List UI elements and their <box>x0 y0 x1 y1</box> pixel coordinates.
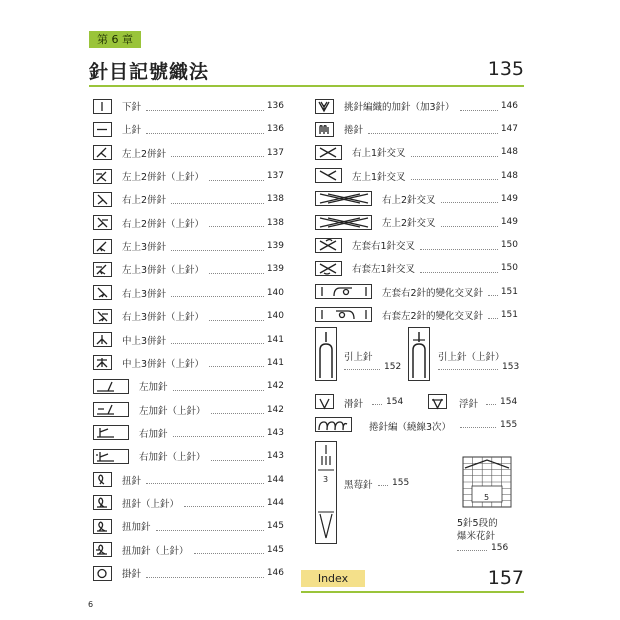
left-entry-page: 144 <box>266 474 284 485</box>
bobble-dots <box>378 477 388 486</box>
pull-up-purl-label: 引上針（上針） <box>438 352 505 363</box>
leader-dots <box>171 195 264 204</box>
left-entry-page: 136 <box>266 101 284 111</box>
left-entry-page: 146 <box>266 568 284 578</box>
cdd-purl-icon <box>93 355 112 370</box>
left-entry-page: 139 <box>266 264 284 275</box>
leader-dots <box>488 287 498 296</box>
left-entry-page: 139 <box>266 241 284 252</box>
left-entry <box>93 472 284 488</box>
left-entry <box>93 565 284 581</box>
pull-up-purl-dots <box>438 361 498 370</box>
leader-dots <box>460 102 498 111</box>
twisted-purl-icon <box>93 495 112 510</box>
right-entry-label: 右上2針交叉 <box>382 194 436 206</box>
right-entry-label: 挑針編織的加針（加3針） <box>344 102 455 113</box>
right-entry-label: 左上1針交叉 <box>352 171 406 183</box>
popcorn-page: 156 <box>491 543 509 553</box>
right-increase-icon <box>93 425 129 440</box>
wrap-3-page: 155 <box>500 420 518 430</box>
right-cross-1-icon <box>315 145 342 160</box>
twisted-increase-icon <box>93 519 112 534</box>
right-entry <box>315 98 518 114</box>
left-entry-page: 136 <box>266 124 284 135</box>
right-entry <box>315 307 518 323</box>
sk2p-icon <box>93 285 112 300</box>
float-page: 154 <box>500 397 518 407</box>
float-label: 浮針 <box>459 399 479 410</box>
left-entry-page: 140 <box>266 311 284 322</box>
purl-icon <box>93 122 112 137</box>
left-entry-label: 下針 <box>122 102 142 113</box>
wrap-stitch-icon <box>315 122 334 137</box>
left-entry <box>93 518 284 534</box>
left-entry-label: 掛針 <box>122 569 142 580</box>
left-increase-icon <box>93 379 129 394</box>
right-entry-label: 左套右1針交叉 <box>352 241 416 253</box>
page-title: 針目記號織法 <box>89 61 210 83</box>
pull-up-purl-icon <box>408 327 430 381</box>
leader-dots <box>420 264 498 273</box>
left-entry <box>93 261 284 277</box>
p3tog-icon <box>93 262 112 277</box>
leader-dots <box>420 241 498 250</box>
twisted-knit-icon <box>93 472 112 487</box>
yarn-over-icon <box>93 566 112 581</box>
left-entry-label: 右上2併針 <box>122 195 167 207</box>
left-entry-label: 左加針（上針） <box>139 405 206 417</box>
left-entry <box>93 215 284 231</box>
left-entry-label: 中上3併針（上針） <box>122 358 205 370</box>
right-entry-label: 右上1針交叉 <box>352 148 406 160</box>
right-entry-page: 148 <box>500 170 518 181</box>
left-entry <box>93 285 284 301</box>
left-entry-label: 右上3併針（上針） <box>122 312 205 324</box>
right-entry-page: 149 <box>500 193 518 204</box>
leader-dots <box>173 382 264 391</box>
left-entry-page: 138 <box>266 217 284 228</box>
k3tog-icon <box>93 239 112 254</box>
left-entry-page: 145 <box>266 521 284 532</box>
right-entry-page: 151 <box>500 286 518 297</box>
wrap-3-icon <box>315 417 352 432</box>
bobble-page: 155 <box>392 478 410 488</box>
left-entry <box>93 145 284 161</box>
left-entry <box>93 448 284 464</box>
bobble-label: 黑莓針 <box>344 480 373 491</box>
leader-dots <box>211 452 264 461</box>
left-entry-label: 左加針 <box>139 382 168 394</box>
leader-dots <box>171 335 264 344</box>
leader-dots <box>171 242 264 251</box>
right-entry <box>315 284 518 300</box>
left-entry-label: 右加針（上針） <box>139 452 206 464</box>
left-entry-page: 140 <box>266 287 284 298</box>
left-entry-label: 右加針 <box>139 428 168 440</box>
float-icon <box>428 394 447 409</box>
left-entry-label: 扭加針 <box>122 522 151 534</box>
right-cross-2-icon <box>315 191 372 206</box>
left-entry-label: 左上2併針（上針） <box>122 172 205 184</box>
right-entry <box>315 191 518 207</box>
leader-dots <box>146 569 264 578</box>
right-entry-page: 146 <box>500 101 518 111</box>
right-increase-purl-icon <box>93 449 129 464</box>
index-rule <box>301 591 524 593</box>
left-entry-page: 143 <box>266 451 284 462</box>
k2tog-icon <box>93 145 112 160</box>
right-entry-page: 150 <box>500 263 518 274</box>
popcorn-label-2: 爆米花針 <box>457 531 496 542</box>
left-entry <box>93 402 284 418</box>
leader-dots <box>209 265 264 274</box>
right-entry <box>315 237 518 253</box>
slip-icon <box>315 394 334 409</box>
left-entry <box>93 332 284 348</box>
leader-dots <box>171 288 264 297</box>
leader-dots <box>209 218 264 227</box>
slip-dots <box>372 396 382 405</box>
wrap-3-label: 捲針編（繞線3次） <box>369 422 452 433</box>
left-entry-page: 143 <box>266 427 284 438</box>
leader-dots <box>441 218 498 227</box>
index-page-number: 157 <box>487 567 524 589</box>
left-entry <box>93 378 284 394</box>
left-entry <box>93 425 284 441</box>
popcorn-number: 5 <box>484 493 490 502</box>
leader-dots <box>441 194 498 203</box>
left-entry-page: 142 <box>266 404 284 415</box>
left-over-right-icon <box>315 238 342 253</box>
left-entry <box>93 121 284 137</box>
left-over-right-2-icon <box>315 284 372 299</box>
right-entry-label: 右套左1針交叉 <box>352 264 416 276</box>
left-entry-page: 138 <box>266 194 284 205</box>
right-over-left-icon <box>315 261 342 276</box>
right-entry-label: 左套右2針的變化交叉針 <box>382 287 484 299</box>
left-entry-label: 扭加針（上針） <box>122 545 189 557</box>
left-entry-page: 145 <box>266 544 284 555</box>
left-entry-page: 137 <box>266 147 284 158</box>
right-entry-label: 左上2針交叉 <box>382 218 436 229</box>
leader-dots <box>194 545 264 554</box>
slip-label: 滑針 <box>344 399 364 410</box>
popcorn-dots <box>457 542 487 551</box>
popcorn-label-1: 5針5段的 <box>457 518 498 529</box>
right-entry-page: 148 <box>500 147 518 158</box>
left-entry <box>93 308 284 324</box>
leader-dots <box>488 310 498 319</box>
left-cross-1-icon <box>315 168 342 183</box>
twisted-increase-purl-icon <box>93 542 112 557</box>
leader-dots <box>146 102 264 111</box>
leader-dots <box>211 405 264 414</box>
left-entry <box>93 542 284 558</box>
cdd-icon <box>93 332 112 347</box>
pull-up-dots <box>344 361 380 370</box>
leader-dots <box>209 312 264 321</box>
bobble-number: 3 <box>323 475 329 484</box>
left-entry <box>93 355 284 371</box>
p2tog-icon <box>93 169 112 184</box>
popcorn-icon <box>462 456 512 508</box>
pull-up-icon <box>315 327 337 381</box>
leader-dots <box>146 125 264 134</box>
left-entry-label: 扭針 <box>122 475 142 487</box>
title-page-number: 135 <box>487 58 524 80</box>
wrap-3-dots <box>460 419 496 428</box>
leader-dots <box>209 172 264 181</box>
left-entry-label: 左上3併針（上針） <box>122 265 205 277</box>
leader-dots <box>173 428 264 437</box>
right-entry-label: 右套左2針的變化交叉針 <box>382 310 484 322</box>
left-entry-label: 右上3併針 <box>122 288 167 300</box>
right-entry-page: 147 <box>500 124 518 135</box>
right-entry <box>315 144 518 160</box>
right-entry <box>315 214 518 230</box>
title-rule <box>89 85 524 87</box>
left-entry-label: 左上3併針 <box>122 242 167 254</box>
index-tag: Index <box>301 570 365 587</box>
leader-dots <box>368 125 498 134</box>
sp2p-icon <box>93 309 112 324</box>
leader-dots <box>156 522 264 531</box>
left-entry <box>93 238 284 254</box>
left-increase-purl-icon <box>93 402 129 417</box>
right-entry-label: 捲針 <box>344 125 364 137</box>
pull-up-page: 152 <box>384 362 402 372</box>
left-entry <box>93 495 284 511</box>
knit-icon <box>93 99 112 114</box>
left-entry <box>93 98 284 114</box>
ssp-icon <box>93 215 112 230</box>
slip-page: 154 <box>386 397 404 407</box>
left-entry-label: 左上2併針 <box>122 148 167 160</box>
left-entry-page: 137 <box>266 171 284 182</box>
left-entry-label: 扭針（上針） <box>122 498 180 510</box>
right-entry <box>315 121 518 137</box>
pull-up-purl-page: 153 <box>502 362 520 372</box>
left-entry-label: 上針 <box>122 125 142 137</box>
chapter-tag: 第 6 章 <box>89 31 141 48</box>
left-entry <box>93 168 284 184</box>
leader-dots <box>209 358 264 367</box>
left-entry-page: 141 <box>266 357 284 368</box>
left-entry-page: 141 <box>266 334 284 345</box>
left-entry-label: 右上2併針（上針） <box>122 218 205 230</box>
leader-dots <box>146 475 264 484</box>
left-entry <box>93 191 284 207</box>
left-cross-2-icon <box>315 215 372 230</box>
leader-dots <box>411 148 498 157</box>
left-entry-page: 144 <box>266 497 284 508</box>
right-over-left-2-icon <box>315 307 372 322</box>
right-entry <box>315 168 518 184</box>
float-dots <box>486 396 496 405</box>
right-entry <box>315 260 518 276</box>
leader-dots <box>171 148 264 157</box>
left-entry-page: 142 <box>266 381 284 392</box>
left-entry-label: 中上3併針 <box>122 335 167 347</box>
right-entry-page: 150 <box>500 240 518 251</box>
pickup-increase-icon <box>315 99 334 114</box>
leader-dots <box>184 498 264 507</box>
bobble-icon <box>315 441 337 544</box>
folio: 6 <box>88 600 94 609</box>
pull-up-label: 引上針 <box>344 352 373 363</box>
right-entry-page: 151 <box>500 309 518 320</box>
leader-dots <box>411 171 498 180</box>
ssk-icon <box>93 192 112 207</box>
right-entry-page: 149 <box>500 217 518 227</box>
